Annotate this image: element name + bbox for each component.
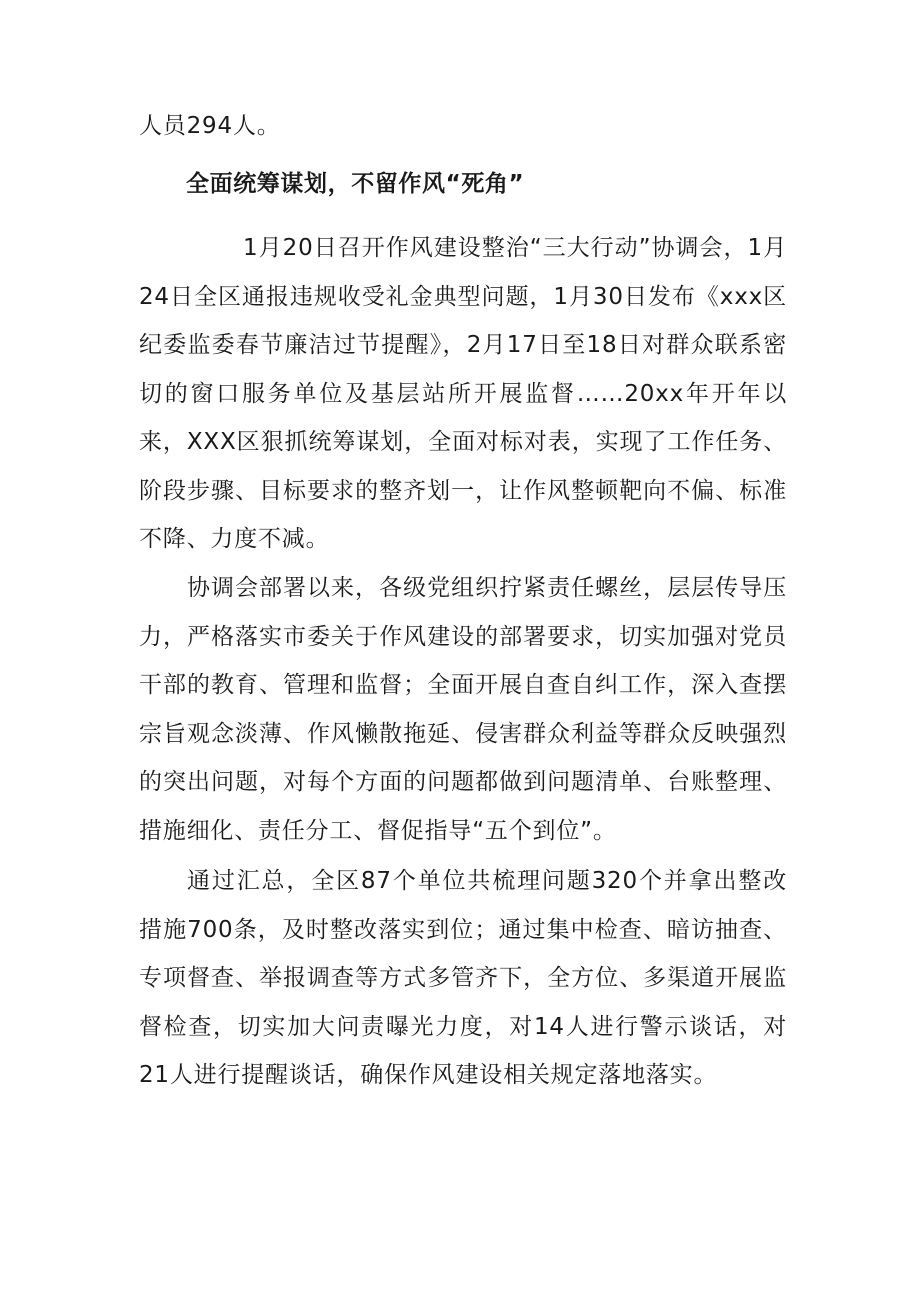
continuation-text: 人员294人。: [139, 113, 281, 139]
paragraph-1: 1月20日召开作风建设整治“三大行动”协调会，1月24日全区通报违规收受礼金典型问题，1月30日发布《xxx区纪委监委春节廉洁过节提醒》，2月17日至18日对群众联系密切的窗口服务单位及基层站所开展监督……20xx年开年以来，XXX区狠抓统筹谋划，全面对标对表，实现了工作任务、阶段步骤、目标要求的整齐划一，让作风整顿靶向不偏、标准不降、力度不减。: [139, 235, 787, 552]
paragraph-3: 通过汇总，全区87个单位共梳理问题320个并拿出整改措施700条，及时整改落实到位；通过集中检查、暗访抽查、专项督查、举报调查等方式多管齐下，全方位、多渠道开展监督检查，切实加大问责曝光力度，对14人进行警示谈话，对21人进行提醒谈话，确保作风建设相关规定落地落实。: [139, 868, 787, 1088]
paragraph-2: 协调会部署以来，各级党组织拧紧责任螺丝，层层传导压力，严格落实市委关于作风建设的部署要求，切实加强对党员干部的教育、管理和监督；全面开展自查自纠工作，深入查摆宗旨观念淡薄、作风懒散拖延、侵害群众利益等群众反映强烈的突出问题，对每个方面的问题都做到问题清单、台账整理、措施细化、责任分工、督促指导“五个到位”。: [139, 575, 787, 844]
section-heading: 全面统筹谋划，不留作风“死角”: [186, 171, 525, 197]
